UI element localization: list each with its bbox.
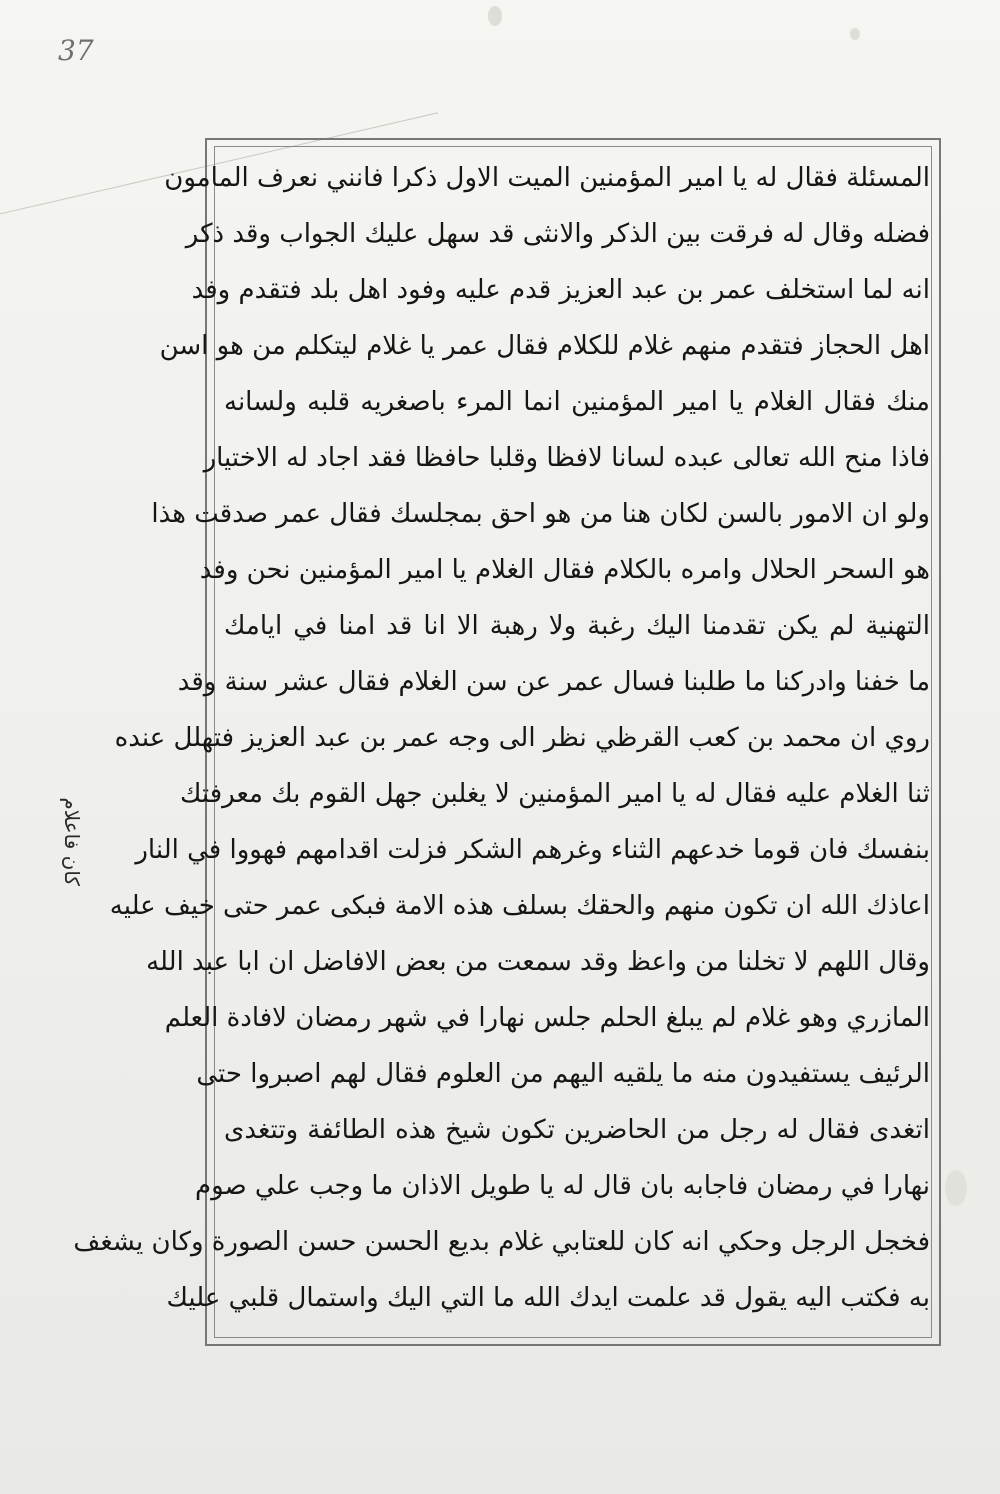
manuscript-line: نهارا في رمضان فاجابه بان قال له يا طويل الاذان ما وجب علي صوم — [195, 1171, 930, 1201]
manuscript-line: الرئيف يستفيدون منه ما يلقيه اليهم من العلوم فقال لهم اصبروا حتى — [196, 1059, 930, 1089]
manuscript-line: منك فقال الغلام يا امير المؤمنين انما المرء باصغريه قلبه ولسانه — [224, 387, 930, 417]
manuscript-line: انه لما استخلف عمر بن عبد العزيز قدم عليه وفود اهل بلد فتقدم وفد — [191, 275, 930, 305]
manuscript-line: روي ان محمد بن كعب القرظي نظر الى وجه عمر بن عبد العزيز فتهلل عنده — [114, 723, 930, 753]
manuscript-line: بنفسك فان قوما خدعهم الثناء وغرهم الشكر فزلت اقدامهم فهووا في النار — [135, 835, 930, 865]
manuscript-line: به فكتب اليه يقول قد علمت ايدك الله ما التي اليك واستمال قلبي عليك — [166, 1283, 930, 1313]
manuscript-line: فاذا منح الله تعالى عبده لسانا لافظا وقلبا حافظا فقد اجاد له الاختيار — [203, 443, 930, 473]
ink-smudge — [850, 28, 860, 40]
ink-smudge — [488, 6, 502, 26]
manuscript-line: اهل الحجاز فتقدم منهم غلام للكلام فقال عمر يا غلام ليتكلم من هو اسن — [159, 331, 930, 361]
manuscript-line: اتغدى فقال له رجل من الحاضرين تكون شيخ هذه الطائفة وتتغدى — [224, 1115, 930, 1145]
manuscript-line: فضله وقال له فرقت بين الذكر والانثى قد سهل عليك الجواب وقد ذكر — [185, 219, 930, 249]
manuscript-line: المسئلة فقال له يا امير المؤمنين الميت الاول ذكرا فانني نعرف المامون — [164, 163, 930, 193]
manuscript-line: ولو ان الامور بالسن لكان هنا من هو احق بمجلسك فقال عمر صدقت هذا — [151, 499, 930, 529]
manuscript-line: وقال اللهم لا تخلنا من واعظ وقد سمعت من بعض الافاضل ان ابا عبد الله — [146, 947, 930, 977]
manuscript-line: اعاذك الله ان تكون منهم والحقك بسلف هذه الامة فبكى عمر حتى خيف عليه — [109, 891, 930, 921]
folio-number: 37 — [58, 34, 94, 67]
manuscript-line: هو السحر الحلال وامره بالكلام فقال الغلام يا امير المؤمنين نحن وفد — [199, 555, 930, 585]
manuscript-line: التهنية لم يكن تقدمنا اليك رغبة ولا رهبة الا انا قد امنا في ايامك — [224, 611, 930, 641]
manuscript-line: ما خفنا وادركنا ما طلبنا فسال عمر عن سن الغلام فقال عشر سنة وقد — [177, 667, 930, 697]
manuscript-text-block — [73, 150, 930, 1340]
manuscript-line: ثنا الغلام عليه فقال له يا امير المؤمنين لا يغلبن جهل القوم بك معرفتك — [179, 779, 930, 809]
margin-note: كان فاعلام — [60, 797, 84, 886]
manuscript-line: المازري وهو غلام لم يبلغ الحلم جلس نهارا في شهر رمضان لافادة العلم — [164, 1003, 930, 1033]
manuscript-line: فخجل الرجل وحكي انه كان للعتابي غلام بديع الحسن حسن الصورة وكان يشغف — [73, 1227, 930, 1257]
ink-smudge — [945, 1170, 967, 1206]
